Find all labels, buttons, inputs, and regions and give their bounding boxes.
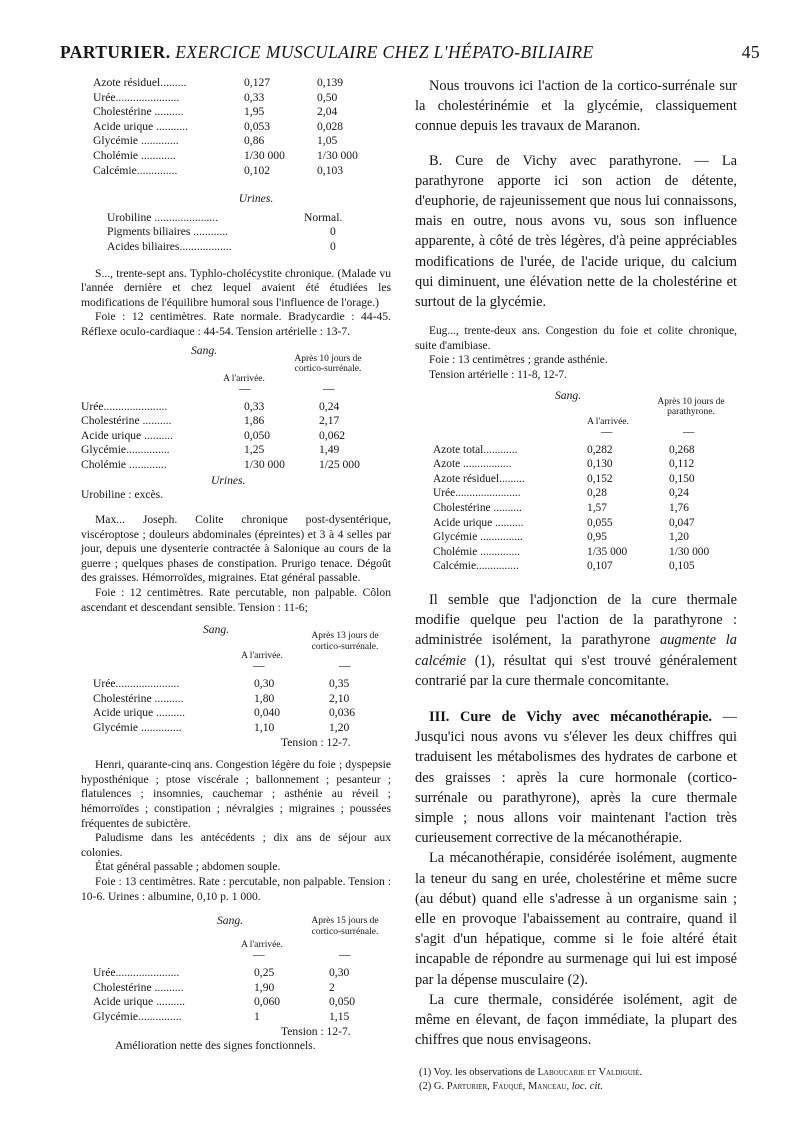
case-max-exam: Foie : 12 centimètres. Rate percutable, non palpable. Côlon ascendant et descendant sensible. Tension : 11-6; (81, 586, 391, 614)
table-row: Cholémie ............ 1/30 000 1/30 000 (93, 148, 358, 162)
table-row: Glycémie .............. 1,10 1,20 (93, 721, 350, 734)
table-row: Glycémie ............. 0,86 1,05 (93, 134, 338, 148)
table-row: Cholémie ............. 1/30 000 1/25 000 (81, 457, 360, 471)
header-author: PARTURIER. (60, 42, 171, 62)
case-henri-exam: Foie : 13 centimètres. Rate : percutable, non palpable. Tension : 10-6. Urines : albumine, 0,10 p. 1 000. (81, 874, 391, 903)
col-header-arrival: A l'arrivée. (241, 940, 283, 951)
footnote-2: (2) G. Parturier, Fauqué, Manceau, loc. cit. (419, 1081, 603, 1093)
right-column (415, 76, 737, 1094)
sang-title: Sang. (203, 623, 230, 637)
case-s-history: S..., trente-sept ans. Typhlo-cholécystite chronique. (Malade vu l'année dernière et chez lequel avaient été étudiées les modifications de l'équilibre humoral sous l'influence de l'orage.) (81, 266, 391, 309)
case-henri-antecedents: Paludisme dans les antécédents ; dix ans de séjour aux colonies. (81, 831, 391, 859)
dash: — (239, 381, 251, 395)
emphasis-calcemie: augmente la calcémie (415, 632, 737, 669)
footnotes (415, 1066, 737, 1094)
dash: — (253, 948, 265, 962)
table-row: Cholestérine .......... 1,86 2,17 (81, 414, 340, 428)
table-row: Cholestérine .......... 1,90 2 (93, 980, 335, 994)
table-row: Glycémie............... 1,25 1,49 (81, 443, 340, 457)
table-row: Azote total............ 0,282 0,268 (433, 443, 695, 456)
table-row: Urée...................... 0,30 0,35 (93, 677, 350, 691)
col-header-after: Après 10 jours de cortico-surrénale. (294, 353, 362, 374)
table-row: Acide urique ........... 0,053 0,028 (93, 119, 344, 133)
table-row: Acides biliaires.................. 0 (107, 239, 336, 253)
case-henri-state: État général passable ; abdomen souple. (95, 860, 281, 874)
dash: — (339, 659, 351, 673)
dash: — (253, 659, 265, 673)
col-header-arrival: A l'arrivée. (223, 373, 265, 384)
table-row: Calcémie.............. 0,102 0,103 (93, 163, 344, 177)
table-row: Azote ................. 0,130 0,112 (433, 458, 695, 471)
tension-line: Tension : 12-7. (281, 1024, 351, 1038)
paragraph-cure-thermale: La cure thermale, considérée isolément, agit de même en élevant, de façon immédiate, la plupart des chiffres que nous envisageons. (415, 991, 737, 1049)
paragraph-parathyrone: B. Cure de Vichy avec parathyrone. — La parathyrone apporte ici son action de détente, d'euphorie, de rajeunissement que nous lui connaissons, mais en outre, nous avons vu, sous son influence apparente, à côté de très légères, d'à peine appréciables modifications de l'urée, de l'acide urique, du calcium qui diminuent, une élévation nette de la cholestérine et surtout de la glycémie. (415, 152, 737, 311)
sang-table-1 (81, 344, 391, 473)
col-header-after: Après 13 jours de cortico-surrénale. (311, 631, 379, 652)
case-s-exam: Foie : 12 centimètres. Rate normale. Bradycardie : 44-45. Réflexe oculo-cardiaque : 44-54. Tension artérielle : 13-7. (81, 310, 391, 338)
page-number: 45 (741, 42, 760, 62)
sang-title: Sang. (217, 914, 244, 928)
section-title-urines: Urines. (238, 192, 274, 206)
urobiline-line: Urobiline : excès. (81, 488, 164, 502)
table-row: Calcémie............... 0,107 0,105 (433, 560, 695, 573)
dash: — (323, 381, 335, 395)
footnote-1: (1) Voy. les observations de Laboucarie et Valdiguié. (419, 1067, 643, 1079)
sang-title: Sang. (191, 343, 218, 357)
table-row: Azote résiduel......... 0,127 0,139 (93, 76, 344, 89)
tension-line: Tension : 12-7. (281, 735, 351, 749)
col-header-after: Après 15 jours de cortico-surrénale. (311, 916, 379, 937)
table-row: Urée...................... 0,33 0,50 (93, 90, 338, 104)
table-row: Glycémie............... 1 1,15 (93, 1009, 350, 1023)
table-row: Acide urique .......... 0,040 0,036 (93, 706, 356, 720)
case-eug-liver: Foie : 13 centimètres ; grande asthénie. (429, 354, 608, 367)
sang-table-2 (81, 621, 391, 750)
table-row: Acide urique .......... 0,055 0,047 (433, 516, 695, 529)
case-eug (415, 324, 737, 574)
table-row: Glycémie ............... 0,95 1,20 (433, 531, 689, 544)
amelioration-line: Amélioration nette des signes fonctionnels. (115, 1039, 316, 1053)
lab-table-1 (93, 76, 358, 178)
dash: — (339, 948, 351, 962)
table-row: Azote résiduel......... 0,152 0,150 (433, 472, 695, 485)
section-title-urines-2: Urines. (211, 474, 246, 488)
paragraph-cortico: Nous trouvons ici l'action de la cortico-surrénale sur la cholestérinémie et la glycémie, classiquement connue depuis les travaux de Maranon. (415, 78, 737, 135)
paragraph-mecano-isolee: La mécanothérapie, considérée isolément, augmente la teneur du sang en urée, cholestérine et même sucre (au début) quand elle s'adresse à un organisme sain ; elle en provoque l'abaissement au contraire, quand il s'agit d'un hépatique, comme si le foie altéré était incapable de répondre au surmenage qui lui est imposé par la dépense musculaire (2). (415, 850, 737, 988)
table-row: Urée....................... 0,28 0,24 (433, 487, 689, 500)
case-max-history: Max... Joseph. Colite chronique post-dysentérique, viscéroptose ; douleurs abdominales (épreintes) et 3 à 4 selles par jour, depuis une dysenterie contractée à Salonique au cours de la guerre ; quelques phases de constipation. Prurigo tenace. Dégoût des graisses. Hémorroïdes, migraines. Etat général passable. (81, 513, 391, 585)
case-eug-history: Eug..., trente-deux ans. Congestion du foie et colite chronique, suite d'amibiase. (415, 325, 737, 352)
table-row: Cholestérine .......... 1,57 1,76 (433, 501, 689, 514)
paragraph-mecanotherapie: III. Cure de Vichy avec mécanothérapie. — Jusqu'ici nous avons vu s'élever les deux chiffres qui traduisent les métabolismes des hydrates de carbone et des graisses : après la cure hormonale (cortico-surrénale ou parathyrone), après la cure thermale simple ; nous allons voir maintenant l'action très curieusement corrective de la mécanothérapie. (415, 708, 737, 847)
running-header (60, 42, 760, 63)
col-header-arrival: A l'arrivée. (241, 651, 283, 662)
sang-table-3 (81, 910, 391, 1054)
dash: — (601, 425, 613, 438)
paragraph-adjonction: Il semble que l'adjonction de la cure thermale modifie quelque peu l'action de la parathyrone : administrée isolément, la parathyrone augmente la calcémie (1), résultat qui s'est trouvé généralement contrarié par la cure thermale concomitante. (415, 591, 737, 689)
left-column (81, 76, 391, 1054)
col-header-after: Après 10 jours de parathyrone. (657, 396, 725, 418)
case-henri-history: Henri, quarante-cinq ans. Congestion légère du foie ; dyspepsie hyposthénique ; ptose viscérale ; ballonnement ; pesanteur ; flatulences ; insomnies, cauchemar ; asthénie au réveil ; hémorroïdes ; constipation ; névralgies ; migraines ; poussées fréquentes de subictère. (81, 758, 391, 830)
sang-table-4 (415, 387, 737, 574)
dash: — (683, 425, 695, 438)
table-row: Urée...................... 0,25 0,30 (93, 966, 350, 980)
table-row: Cholestérine .......... 1,80 2,10 (93, 691, 350, 705)
urines-table (107, 211, 342, 255)
header-title: EXERCICE MUSCULAIRE CHEZ L'HÉPATO-BILIAIRE (175, 42, 594, 62)
table-row: Urée...................... 0,33 0,24 (81, 399, 340, 413)
col-header-arrival: A l'arrivée. (587, 416, 629, 427)
table-row: Cholémie .............. 1/35 000 1/30 000 (433, 545, 710, 558)
table-row: Pigments biliaires ............ 0 (107, 225, 336, 239)
sang-title: Sang. (555, 388, 582, 402)
section-heading-b: B. Cure de Vichy avec parathyrone. (429, 152, 682, 169)
case-eug-tension: Tension artérielle : 11-8, 12-7. (429, 369, 567, 382)
table-row: Cholestérine .......... 1,95 2,04 (93, 105, 338, 119)
table-row: Acide urique .......... 0,060 0,050 (93, 995, 356, 1009)
section-heading-iii: III. Cure de Vichy avec mécanothérapie. (429, 708, 712, 725)
table-row: Urobiline ...................... Normal. (107, 210, 343, 224)
table-row: Acide urique .......... 0,050 0,062 (81, 428, 346, 442)
